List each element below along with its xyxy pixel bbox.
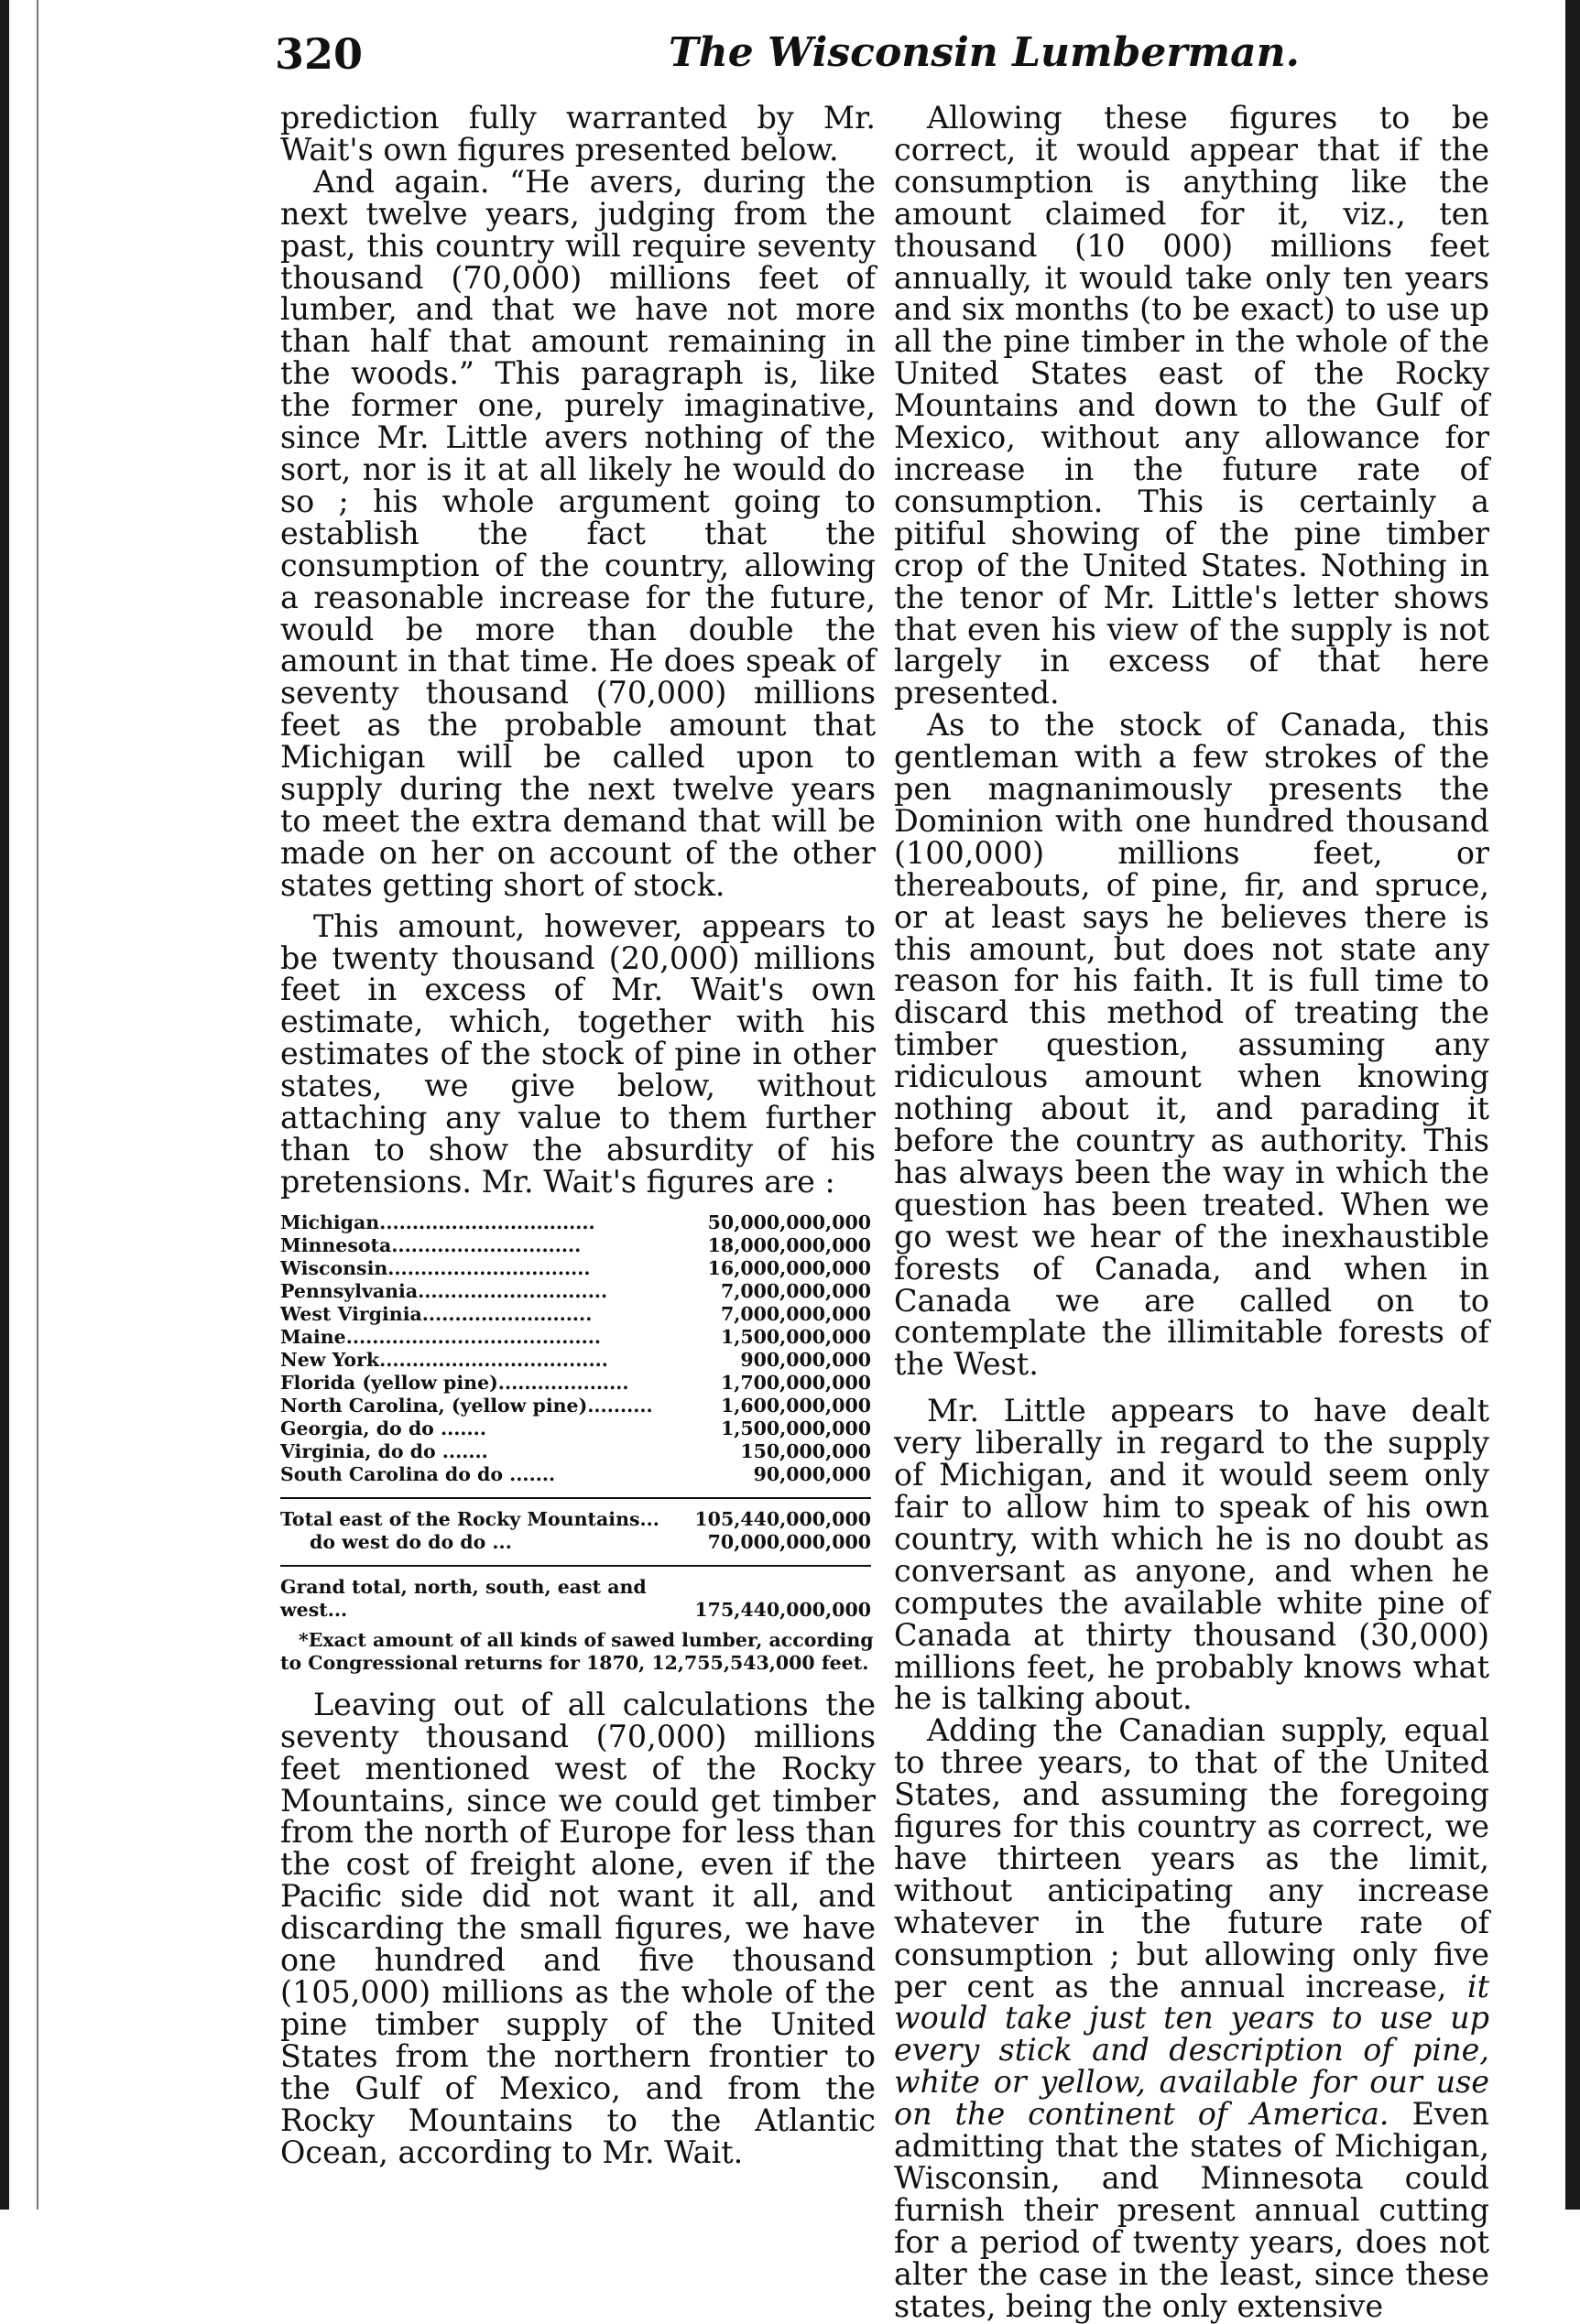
state-label: Pennsylvania............................. xyxy=(280,1279,608,1302)
total-east-label: Total east of the Rocky Mountains... xyxy=(280,1507,659,1530)
table-row xyxy=(280,1508,871,1531)
state-label: Virginia, do do ....... xyxy=(280,1439,488,1462)
left-column xyxy=(280,100,876,2170)
paragraph: As to the stock of Canada, this gentleman with a few strokes of the pen magnanimously presents the Dominion with one hundred thousand (100,000) millions feet, or thereabouts, of pine, fir, and spruce, or at least says he believes there is this amount, but does not state any reason for his faith. It is full time to discard this method of treating the timber question, assuming any ridiculous amount when knowing nothing about it, and parading it before the country as authority. This has always been the way in which the question has been treated. When we go west we hear of the inexhaustible forests of Canada, and when in Canada we are called on to contemplate the illimitable forests of the West. xyxy=(894,707,1489,1383)
table-row xyxy=(280,1440,871,1463)
page-edge-left xyxy=(0,0,9,2210)
paragraph xyxy=(894,1712,1489,2324)
table-row xyxy=(280,1531,871,1554)
table-row xyxy=(280,1395,871,1417)
table-rule xyxy=(280,1497,871,1499)
total-west-label: do west do do do ... xyxy=(310,1530,512,1553)
table-row xyxy=(280,1303,871,1326)
table-row xyxy=(280,1417,871,1440)
state-label: North Carolina, (yellow pine).......... xyxy=(280,1394,653,1417)
paragraph-text: Adding the Canadian supply, equal to three years, to that of the United States, and assuming the foregoing figures for this country as correct, we have thirteen years as the limit, without anticipating any increase whatever in the future rate of consumption ; but allowing only five per cent as the annual increase, xyxy=(894,1712,1489,2004)
state-label: Georgia, do do ....... xyxy=(280,1417,486,1439)
state-amount: 16,000,000,000 xyxy=(707,1256,871,1279)
page-edge-right xyxy=(1565,0,1580,2210)
pine-stock-table xyxy=(280,1211,871,1486)
paragraph: prediction fully warranted by Mr. Wait's own figures presented below. xyxy=(280,100,876,168)
state-label: West Virginia.......................... xyxy=(280,1302,593,1325)
state-amount: 1,600,000,000 xyxy=(720,1394,871,1417)
page-number: 320 xyxy=(275,29,364,79)
paragraph: Leaving out of all calculations the seventy thousand (70,000) millions feet mentioned west of the Rocky Mountains, since we could get timber from the north of Europe for less than the cost of freight alone, even if the Pacific side did not want it all, and discarding the small figures, we have one hundred and five thousand (105,000) millions as the whole of the pine timber supply of the United States from the northern frontier to the Gulf of Mexico, and from the Rocky Mountains to the Atlantic Ocean, according to Mr. Wait. xyxy=(280,1686,876,2170)
table-row xyxy=(280,1257,871,1280)
table-row xyxy=(280,1234,871,1257)
footnote: *Exact amount of all kinds of sawed lumber, according to Congressional returns for 1870, 12,755,543,000 feet. xyxy=(280,1628,874,1674)
paragraph-text: Even admitting that the states of Michigan, Wisconsin, and Minnesota could furnish their present annual cutting for a period of twenty years, does not alter the case in the least, since these states, being the only extensive xyxy=(894,2096,1489,2324)
state-amount: 900,000,000 xyxy=(740,1348,871,1371)
running-title: The Wisconsin Lumberman. xyxy=(669,29,1300,76)
grand-total-amount: 175,440,000,000 xyxy=(694,1598,871,1621)
paragraph: Allowing these figures to be correct, it would appear that if the consumption is anything like the amount claimed for it, viz., ten thousand (10 000) millions feet annually, it would take only ten years and six months (to be exact) to use up all the pine timber in the whole of the United States east of the Rocky Mountains and down to the Gulf of Mexico, without any allowance for increase in the future rate of consumption. This is certainly a pitiful showing of the pine timber crop of the United States. Nothing in the tenor of Mr. Little's letter shows that even his view of the supply is not largely in excess of that here presented. xyxy=(894,100,1489,711)
state-amount: 18,000,000,000 xyxy=(707,1233,871,1256)
state-label: Florida (yellow pine).................... xyxy=(280,1371,629,1394)
state-label: Michigan................................. xyxy=(280,1211,595,1233)
state-label: Maine....................................... xyxy=(280,1325,602,1348)
table-row xyxy=(280,1211,871,1234)
table-row xyxy=(280,1280,871,1303)
table-row xyxy=(280,1349,871,1372)
state-amount: 90,000,000 xyxy=(753,1462,871,1485)
state-amount: 7,000,000,000 xyxy=(720,1279,871,1302)
table-row xyxy=(280,1326,871,1349)
state-amount: 1,500,000,000 xyxy=(720,1417,871,1439)
table-rule xyxy=(280,1565,871,1567)
table-row xyxy=(280,1463,871,1486)
table-row xyxy=(280,1372,871,1395)
state-amount: 1,700,000,000 xyxy=(720,1371,871,1394)
state-label: Minnesota............................. xyxy=(280,1233,582,1256)
state-label: Wisconsin............................... xyxy=(280,1256,591,1279)
state-amount: 7,000,000,000 xyxy=(720,1302,871,1325)
total-west-amount: 70,000,000,000 xyxy=(707,1530,871,1553)
state-amount: 50,000,000,000 xyxy=(707,1211,871,1233)
paragraph: This amount, however, appears to be twenty thousand (20,000) millions feet in excess of Mr. Wait's own estimate, which, together with his estimates of the stock of pine in other states, we give below, without attaching any value to them further than to show the absurdity of his pretensions. Mr. Wait's figures are : xyxy=(280,907,876,1200)
state-label: South Carolina do do ....... xyxy=(280,1462,556,1485)
total-east-amount: 105,440,000,000 xyxy=(694,1507,871,1530)
grand-total-label: Grand total, north, south, east and west... xyxy=(280,1575,647,1621)
page-header xyxy=(275,26,1511,81)
paragraph: And again. “He avers, during the next twelve years, judging from the past, this country will require seventy thousand (70,000) millions feet of lumber, and that we have not more than half that amount remaining in the woods.” This paragraph is, like the former one, purely imaginative, since Mr. Little avers nothing of the sort, nor is it at all likely he would do so ; his whole argument going to establish the fact that the consumption of the country, allowing a reasonable increase for the future, would be more than double the amount in that time. He does speak of seventy thousand (70,000) millions feet as the probable amount that Michigan will be called upon to supply during the next twelve years to meet the extra demand that will be made on her on account of the other states getting short of stock. xyxy=(280,163,876,903)
state-label: New York................................... xyxy=(280,1348,608,1371)
grand-total-table xyxy=(280,1576,871,1622)
paragraph: Mr. Little appears to have dealt very liberally in regard to the supply of Michigan, and it would seem only fair to allow him to speak of his own country, with which he is no doubt as conversant as anyone, and when he computes the available white pine of Canada at thirty thousand (30,000) millions feet, he probably knows what he is talking about. xyxy=(894,1393,1489,1717)
right-column xyxy=(894,100,1489,2324)
table-row xyxy=(280,1576,871,1622)
binding-rule xyxy=(37,0,38,2210)
emphasis-text: it would take just ten years to use up every stick and description of pine, white or yellow, available for our use on the continent of America. xyxy=(894,1968,1489,2133)
state-amount: 1,500,000,000 xyxy=(720,1325,871,1348)
state-amount: 150,000,000 xyxy=(740,1439,871,1462)
totals-table xyxy=(280,1508,871,1554)
